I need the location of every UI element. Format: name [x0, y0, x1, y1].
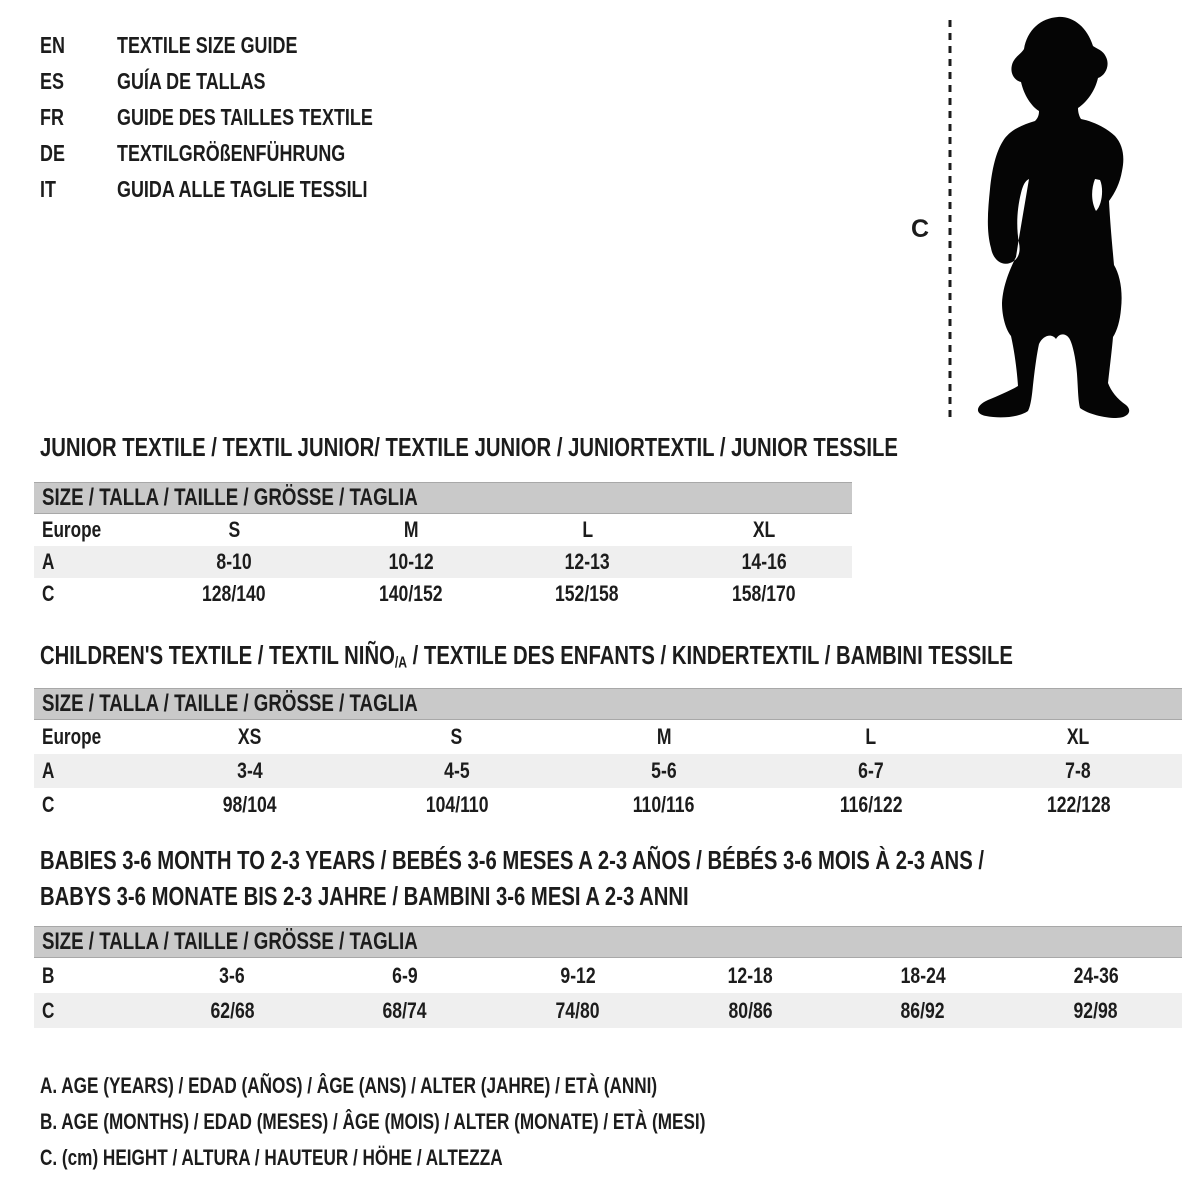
junior-col-xl: XL — [752, 517, 775, 542]
junior-col-s: S — [228, 517, 241, 542]
junior-row-a-label: A — [42, 549, 55, 574]
junior-row-a-value: 8-10 — [216, 549, 252, 574]
language-title-fr: GUIDE DES TAILLES TEXTILE — [117, 103, 373, 130]
junior-size-header-bar — [34, 482, 852, 514]
language-code-en: EN — [40, 31, 65, 58]
junior-row-c-value: 128/140 — [202, 581, 267, 606]
babies-size-header-bar — [34, 926, 1182, 958]
children-row-a-value: 7-8 — [1065, 758, 1092, 783]
language-code-de: DE — [40, 139, 65, 166]
junior-row-c-value: 152/158 — [555, 581, 620, 606]
children-region-label: Europe — [42, 724, 102, 749]
babies-section-title-line2-text: BABYS 3-6 MONATE BIS 2-3 JAHRE / BAMBINI 3-6 MESI A 2-3 ANNI — [40, 881, 689, 911]
language-code-es: ES — [40, 67, 64, 94]
children-title-subscript: /A — [394, 654, 408, 672]
junior-row-c — [34, 578, 852, 610]
babies-row-c-value: 92/98 — [1073, 997, 1118, 1023]
language-title-de: TEXTILGRÖßENFÜHRUNG — [117, 139, 346, 166]
children-title-prefix: CHILDREN'S TEXTILE / TEXTIL NIÑO — [40, 640, 395, 670]
toddler-silhouette-figure — [940, 14, 1155, 426]
legend-line-b-text: B. AGE (MONTHS) / EDAD (MESES) / ÂGE (MOIS) / ALTER (MONATE) / ETÀ (MESI) — [40, 1109, 706, 1134]
children-row-c-value: 110/116 — [633, 792, 695, 817]
legend-line-c-text: C. (cm) HEIGHT / ALTURA / HAUTEUR / HÖHE / ALTEZZA — [40, 1145, 503, 1170]
junior-row-a-value: 14-16 — [741, 549, 787, 574]
children-size-header-bar — [34, 688, 1182, 720]
junior-section-title — [40, 434, 1140, 460]
babies-row-c-value: 74/80 — [555, 997, 600, 1023]
junior-size-table — [34, 482, 852, 610]
babies-row-c-value: 80/86 — [728, 997, 773, 1023]
junior-size-header-label: SIZE / TALLA / TAILLE / GRÖSSE / TAGLIA — [42, 484, 418, 511]
junior-section-title-text: JUNIOR TEXTILE / TEXTIL JUNIOR/ TEXTILE JUNIOR / JUNIORTEXTIL / JUNIOR TESSILE — [40, 432, 898, 462]
junior-region-label: Europe — [42, 517, 102, 542]
babies-row-c-value: 68/74 — [382, 997, 428, 1023]
children-col-xl: XL — [1067, 724, 1090, 749]
children-row-c-label: C — [42, 792, 55, 817]
junior-row-c-value: 140/152 — [378, 581, 443, 606]
language-row-fr — [40, 99, 445, 135]
babies-row-c — [34, 993, 1182, 1028]
children-row-a-value: 4-5 — [444, 758, 470, 783]
children-row-a-label: A — [42, 758, 55, 783]
children-row-a-value: 6-7 — [858, 758, 884, 783]
legend-line-b — [40, 1110, 893, 1134]
babies-row-b-value: 24-36 — [1073, 962, 1119, 988]
children-row-c — [34, 788, 1182, 822]
children-row-c-value: 104/110 — [425, 792, 489, 817]
babies-row-b — [34, 958, 1182, 993]
junior-columns-row — [34, 514, 852, 546]
legend-line-a-text: A. AGE (YEARS) / EDAD (AÑOS) / ÂGE (ANS) / ALTER (JAHRE) / ETÀ (ANNI) — [40, 1073, 658, 1098]
language-title-es: GUÍA DE TALLAS — [117, 67, 266, 94]
junior-row-a — [34, 546, 852, 578]
legend-line-c — [40, 1146, 633, 1170]
children-row-c-value: 122/128 — [1046, 792, 1111, 817]
children-title-suffix: / TEXTILE DES ENFANTS / KINDERTEXTIL / BAMBINI TESSILE — [407, 640, 1013, 670]
babies-row-c-label: C — [42, 997, 55, 1023]
children-col-m: M — [656, 724, 672, 749]
language-title-it: GUIDA ALLE TAGLIE TESSILI — [117, 175, 368, 202]
children-row-a-value: 3-4 — [236, 758, 263, 783]
junior-col-l: L — [581, 517, 593, 542]
babies-section-title-line2 — [40, 883, 872, 909]
language-code-fr: FR — [40, 103, 64, 130]
babies-section-title-line1 — [40, 847, 1200, 873]
junior-row-a-value: 12-13 — [564, 549, 610, 574]
toddler-silhouette — [978, 17, 1129, 418]
language-title-en: TEXTILE SIZE GUIDE — [117, 31, 298, 58]
babies-size-table — [34, 926, 1182, 1028]
children-row-a — [34, 754, 1182, 788]
language-row-de — [40, 135, 445, 171]
babies-row-b-value: 3-6 — [219, 962, 246, 988]
children-col-s: S — [450, 724, 463, 749]
children-columns-row — [34, 720, 1182, 754]
children-size-table — [34, 688, 1182, 822]
language-row-it — [40, 171, 445, 207]
babies-row-b-value: 12-18 — [727, 962, 773, 988]
legend-line-a — [40, 1074, 831, 1098]
babies-row-c-value: 62/68 — [210, 997, 255, 1023]
junior-row-c-value: 158/170 — [731, 581, 796, 606]
junior-row-a-value: 10-12 — [388, 549, 434, 574]
babies-section-title-line1-text: BABIES 3-6 MONTH TO 2-3 YEARS / BEBÉS 3-6 MESES A 2-3 AÑOS / BÉBÉS 3-6 MOIS À 2-3 ANS / — [40, 845, 984, 875]
junior-col-m: M — [403, 517, 419, 542]
children-size-header-label: SIZE / TALLA / TAILLE / GRÖSSE / TAGLIA — [42, 690, 418, 717]
children-row-c-value: 98/104 — [222, 792, 277, 817]
children-section-title-text — [40, 642, 1013, 676]
children-col-xs: XS — [237, 724, 262, 749]
babies-row-b-value: 6-9 — [392, 962, 418, 988]
babies-size-header-label: SIZE / TALLA / TAILLE / GRÖSSE / TAGLIA — [42, 928, 418, 955]
language-row-en — [40, 27, 445, 63]
language-row-es — [40, 63, 445, 99]
height-measure-label: C — [911, 215, 930, 243]
babies-row-b-value: 18-24 — [900, 962, 946, 988]
babies-row-c-value: 86/92 — [900, 997, 946, 1023]
language-code-it: IT — [40, 175, 56, 202]
babies-row-b-label: B — [42, 962, 55, 988]
language-list — [40, 27, 445, 207]
children-section-title — [40, 642, 1200, 676]
children-col-l: L — [865, 724, 877, 749]
children-row-a-value: 5-6 — [651, 758, 677, 783]
children-row-c-value: 116/122 — [839, 792, 903, 817]
junior-row-c-label: C — [42, 581, 55, 606]
babies-row-b-value: 9-12 — [560, 962, 596, 988]
